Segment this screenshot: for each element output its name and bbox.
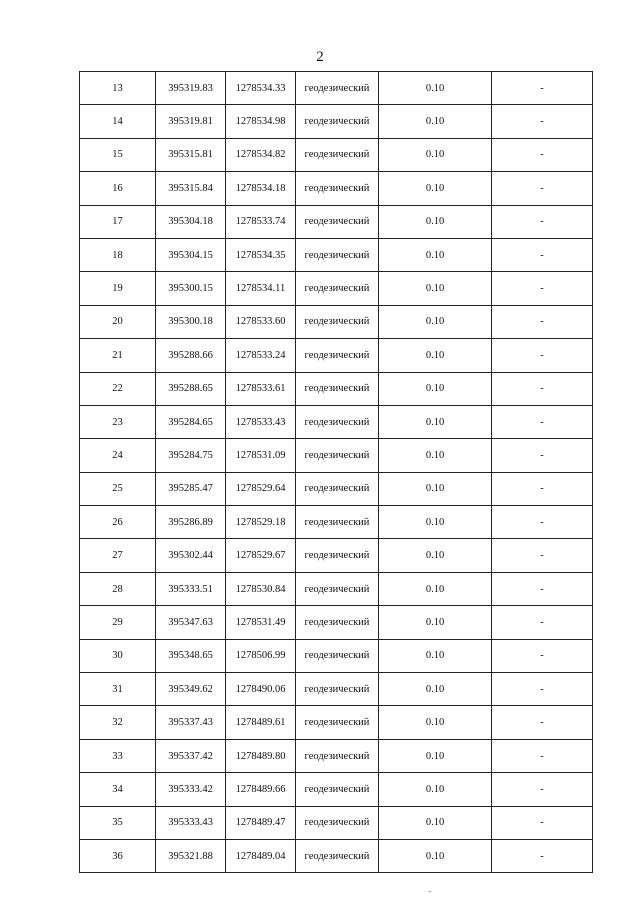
note-cell: - xyxy=(492,305,593,338)
method-cell: геодезический xyxy=(296,205,379,238)
accuracy-cell: 0.10 xyxy=(379,439,492,472)
point-number-cell: 21 xyxy=(80,339,156,372)
accuracy-cell: 0.10 xyxy=(379,138,492,171)
point-number-cell: 30 xyxy=(80,639,156,672)
method-cell: геодезический xyxy=(296,272,379,305)
x-coordinate-cell: 395315.81 xyxy=(156,138,226,171)
x-coordinate-cell: 395348.65 xyxy=(156,639,226,672)
y-coordinate-cell: 1278534.35 xyxy=(226,238,296,271)
note-cell: - xyxy=(492,172,593,205)
table-row xyxy=(80,205,593,238)
accuracy-cell: 0.10 xyxy=(379,72,492,105)
point-number-cell: 35 xyxy=(80,806,156,839)
point-number-cell: 26 xyxy=(80,506,156,539)
note-cell: - xyxy=(492,339,593,372)
x-coordinate-cell: 395284.75 xyxy=(156,439,226,472)
y-coordinate-cell: 1278534.98 xyxy=(226,105,296,138)
y-coordinate-cell: 1278533.24 xyxy=(226,339,296,372)
note-cell: - xyxy=(492,72,593,105)
table-row xyxy=(80,739,593,772)
y-coordinate-cell: 1278531.49 xyxy=(226,606,296,639)
table-row xyxy=(80,138,593,171)
note-cell: - xyxy=(492,673,593,706)
point-number-cell: 36 xyxy=(80,839,156,872)
x-coordinate-cell: 395333.51 xyxy=(156,572,226,605)
y-coordinate-cell: 1278533.61 xyxy=(226,372,296,405)
x-coordinate-cell: 395347.63 xyxy=(156,606,226,639)
table-row xyxy=(80,405,593,438)
point-number-cell: 34 xyxy=(80,773,156,806)
table-row xyxy=(80,439,593,472)
note-cell: - xyxy=(492,639,593,672)
table-row xyxy=(80,506,593,539)
table-row xyxy=(80,372,593,405)
x-coordinate-cell: 395302.44 xyxy=(156,539,226,572)
x-coordinate-cell: 395337.42 xyxy=(156,739,226,772)
point-number-cell: 17 xyxy=(80,205,156,238)
table-row xyxy=(80,272,593,305)
y-coordinate-cell: 1278490.06 xyxy=(226,673,296,706)
x-coordinate-cell: 395349.62 xyxy=(156,673,226,706)
accuracy-cell: 0.10 xyxy=(379,205,492,238)
note-cell: - xyxy=(492,773,593,806)
y-coordinate-cell: 1278531.09 xyxy=(226,439,296,472)
accuracy-cell: 0.10 xyxy=(379,773,492,806)
accuracy-cell: 0.10 xyxy=(379,105,492,138)
method-cell: геодезический xyxy=(296,105,379,138)
x-coordinate-cell: 395288.65 xyxy=(156,372,226,405)
method-cell: геодезический xyxy=(296,472,379,505)
accuracy-cell: 0.10 xyxy=(379,539,492,572)
method-cell: геодезический xyxy=(296,172,379,205)
y-coordinate-cell: 1278534.11 xyxy=(226,272,296,305)
x-coordinate-cell: 395288.66 xyxy=(156,339,226,372)
y-coordinate-cell: 1278529.67 xyxy=(226,539,296,572)
y-coordinate-cell: 1278534.33 xyxy=(226,72,296,105)
table-row xyxy=(80,472,593,505)
method-cell: геодезический xyxy=(296,405,379,438)
y-coordinate-cell: 1278506.99 xyxy=(226,639,296,672)
note-cell: - xyxy=(492,272,593,305)
point-number-cell: 13 xyxy=(80,72,156,105)
method-cell: геодезический xyxy=(296,439,379,472)
point-number-cell: 15 xyxy=(80,138,156,171)
accuracy-cell: 0.10 xyxy=(379,806,492,839)
accuracy-cell: 0.10 xyxy=(379,606,492,639)
accuracy-cell: 0.10 xyxy=(379,405,492,438)
method-cell: геодезический xyxy=(296,572,379,605)
coordinates-table-body xyxy=(80,72,593,873)
point-number-cell: 29 xyxy=(80,606,156,639)
table-row xyxy=(80,639,593,672)
note-cell: - xyxy=(492,506,593,539)
y-coordinate-cell: 1278534.82 xyxy=(226,138,296,171)
accuracy-cell: 0.10 xyxy=(379,238,492,271)
accuracy-cell: 0.10 xyxy=(379,472,492,505)
note-cell: - xyxy=(492,739,593,772)
method-cell: геодезический xyxy=(296,806,379,839)
table-row xyxy=(80,773,593,806)
y-coordinate-cell: 1278489.47 xyxy=(226,806,296,839)
method-cell: геодезический xyxy=(296,506,379,539)
accuracy-cell: 0.10 xyxy=(379,639,492,672)
method-cell: геодезический xyxy=(296,372,379,405)
table-row xyxy=(80,673,593,706)
method-cell: геодезический xyxy=(296,606,379,639)
accuracy-cell: 0.10 xyxy=(379,673,492,706)
y-coordinate-cell: 1278530.84 xyxy=(226,572,296,605)
point-number-cell: 20 xyxy=(80,305,156,338)
point-number-cell: 33 xyxy=(80,739,156,772)
point-number-cell: 19 xyxy=(80,272,156,305)
point-number-cell: 31 xyxy=(80,673,156,706)
point-number-cell: 22 xyxy=(80,372,156,405)
note-cell: - xyxy=(492,439,593,472)
method-cell: геодезический xyxy=(296,773,379,806)
accuracy-cell: 0.10 xyxy=(379,172,492,205)
x-coordinate-cell: 395284.65 xyxy=(156,405,226,438)
note-cell: - xyxy=(492,539,593,572)
note-cell: - xyxy=(492,606,593,639)
table-row xyxy=(80,105,593,138)
note-cell: - xyxy=(492,205,593,238)
x-coordinate-cell: 395304.18 xyxy=(156,205,226,238)
note-cell: - xyxy=(492,706,593,739)
page-number: 2 xyxy=(316,49,324,65)
x-coordinate-cell: 395304.15 xyxy=(156,238,226,271)
method-cell: геодезический xyxy=(296,539,379,572)
x-coordinate-cell: 395300.18 xyxy=(156,305,226,338)
accuracy-cell: 0.10 xyxy=(379,739,492,772)
y-coordinate-cell: 1278529.18 xyxy=(226,506,296,539)
x-coordinate-cell: 395319.81 xyxy=(156,105,226,138)
y-coordinate-cell: 1278489.66 xyxy=(226,773,296,806)
table-row xyxy=(80,572,593,605)
accuracy-cell: 0.10 xyxy=(379,706,492,739)
y-coordinate-cell: 1278529.64 xyxy=(226,472,296,505)
point-number-cell: 24 xyxy=(80,439,156,472)
table-row xyxy=(80,806,593,839)
point-number-cell: 23 xyxy=(80,405,156,438)
accuracy-cell: 0.10 xyxy=(379,506,492,539)
note-cell: - xyxy=(492,105,593,138)
x-coordinate-cell: 395333.43 xyxy=(156,806,226,839)
x-coordinate-cell: 395300.15 xyxy=(156,272,226,305)
accuracy-cell: 0.10 xyxy=(379,839,492,872)
accuracy-cell: 0.10 xyxy=(379,339,492,372)
table-row xyxy=(80,606,593,639)
point-number-cell: 32 xyxy=(80,706,156,739)
method-cell: геодезический xyxy=(296,138,379,171)
x-coordinate-cell: 395285.47 xyxy=(156,472,226,505)
x-coordinate-cell: 395333.42 xyxy=(156,773,226,806)
accuracy-cell: 0.10 xyxy=(379,572,492,605)
accuracy-cell: 0.10 xyxy=(379,272,492,305)
table-row xyxy=(80,339,593,372)
y-coordinate-cell: 1278533.74 xyxy=(226,205,296,238)
table-row xyxy=(80,72,593,105)
method-cell: геодезический xyxy=(296,739,379,772)
x-coordinate-cell: 395319.83 xyxy=(156,72,226,105)
point-number-cell: 18 xyxy=(80,238,156,271)
method-cell: геодезический xyxy=(296,639,379,672)
y-coordinate-cell: 1278489.61 xyxy=(226,706,296,739)
note-cell: - xyxy=(492,138,593,171)
table-row xyxy=(80,305,593,338)
table-row xyxy=(80,539,593,572)
note-cell: - xyxy=(492,806,593,839)
accuracy-cell: 0.10 xyxy=(379,372,492,405)
table-row xyxy=(80,172,593,205)
note-cell: - xyxy=(492,472,593,505)
y-coordinate-cell: 1278533.43 xyxy=(226,405,296,438)
method-cell: геодезический xyxy=(296,839,379,872)
method-cell: геодезический xyxy=(296,305,379,338)
x-coordinate-cell: 395321.88 xyxy=(156,839,226,872)
point-number-cell: 14 xyxy=(80,105,156,138)
coordinates-table xyxy=(79,71,593,873)
x-coordinate-cell: 395315.84 xyxy=(156,172,226,205)
table-row xyxy=(80,706,593,739)
table-row xyxy=(80,839,593,872)
accuracy-cell: 0.10 xyxy=(379,305,492,338)
y-coordinate-cell: 1278533.60 xyxy=(226,305,296,338)
x-coordinate-cell: 395286.89 xyxy=(156,506,226,539)
note-cell: - xyxy=(492,839,593,872)
method-cell: геодезический xyxy=(296,706,379,739)
point-number-cell: 16 xyxy=(80,172,156,205)
scan-speck xyxy=(429,891,431,892)
table-row xyxy=(80,238,593,271)
note-cell: - xyxy=(492,238,593,271)
note-cell: - xyxy=(492,572,593,605)
note-cell: - xyxy=(492,405,593,438)
note-cell: - xyxy=(492,372,593,405)
method-cell: геодезический xyxy=(296,238,379,271)
y-coordinate-cell: 1278489.04 xyxy=(226,839,296,872)
method-cell: геодезический xyxy=(296,72,379,105)
x-coordinate-cell: 395337.43 xyxy=(156,706,226,739)
point-number-cell: 27 xyxy=(80,539,156,572)
method-cell: геодезический xyxy=(296,673,379,706)
y-coordinate-cell: 1278489.80 xyxy=(226,739,296,772)
point-number-cell: 28 xyxy=(80,572,156,605)
method-cell: геодезический xyxy=(296,339,379,372)
point-number-cell: 25 xyxy=(80,472,156,505)
y-coordinate-cell: 1278534.18 xyxy=(226,172,296,205)
